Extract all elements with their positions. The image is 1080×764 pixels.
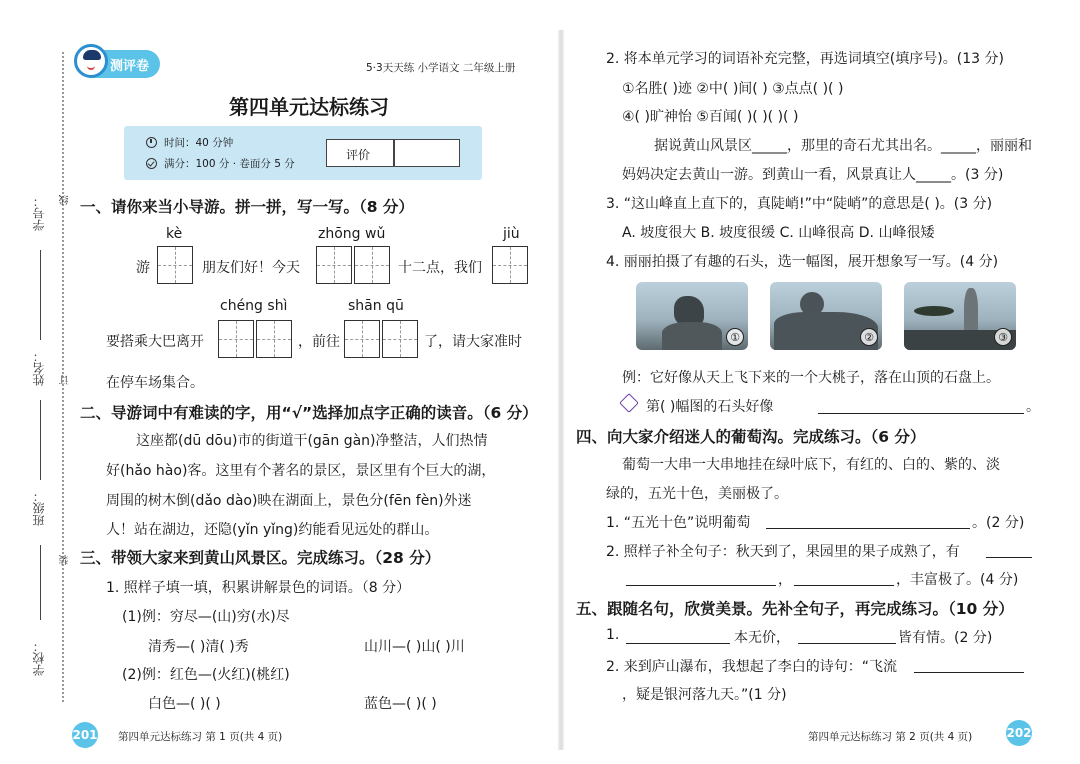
mark-xian: 线 bbox=[60, 195, 71, 205]
photo-mark-2: ② bbox=[860, 328, 878, 346]
s5-q1-answer-line-2[interactable] bbox=[798, 642, 896, 644]
write-box-wu[interactable] bbox=[354, 246, 390, 284]
section-5-heading: 五、跟随名句，欣赏美景。先补全句子，再完成练习。（10 分） bbox=[576, 600, 1014, 618]
line2-mid: ，前往 bbox=[298, 334, 340, 350]
s3-fill-shanchuan: 山川—( )山( )川 bbox=[364, 639, 465, 655]
line2-end: 了，请大家准时 bbox=[424, 334, 522, 350]
line2-start: 要搭乘大巴离开 bbox=[106, 334, 204, 350]
q4-period: 。 bbox=[1026, 399, 1040, 415]
check-icon bbox=[146, 158, 157, 169]
s5-q1-mid: 本无价， bbox=[734, 630, 790, 646]
series-label: 5·3天天练 小学语文 二年级上册 bbox=[366, 62, 516, 74]
s3-fill-baise: 白色—( )( ) bbox=[148, 696, 221, 712]
left-footer-text: 第四单元达标练习 第 1 页(共 4 页) bbox=[118, 731, 283, 743]
mark-ding: 订 bbox=[60, 375, 71, 385]
full-score: 满分：100 分 · 卷面分 5 分 bbox=[164, 158, 295, 170]
q3-heading: 3. “这山峰直上直下的，真陡峭!”中“陡峭”的意思是( )。(3 分) bbox=[606, 196, 993, 212]
line-xingming bbox=[40, 400, 42, 480]
logo-text: 测评卷 bbox=[110, 59, 150, 74]
s5-q2-answer-line[interactable] bbox=[914, 671, 1024, 673]
section-3-heading: 三、带领大家来到黄山风景区。完成练习。（28 分） bbox=[80, 549, 441, 567]
section-1-heading: 一、请你来当小导游。拼一拼，写一写。（8 分） bbox=[80, 198, 414, 216]
s3-q1: 1. 照样子填一填，积累讲解景色的词语。（8 分） bbox=[106, 580, 411, 596]
line3: 在停车场集合。 bbox=[106, 375, 204, 391]
line1-mid: 朋友们好！今天 bbox=[202, 260, 300, 276]
pinyin-ke: kè bbox=[166, 226, 183, 242]
line-banji bbox=[40, 545, 42, 620]
label-xingming: 姓名： bbox=[32, 350, 46, 386]
write-box-zhong[interactable] bbox=[316, 246, 352, 284]
photo-mark-1: ① bbox=[726, 328, 744, 346]
s3-example-1: (1)例：穷尽—(山)穷(水)尽 bbox=[122, 609, 290, 625]
line1-you: 游 bbox=[136, 260, 150, 276]
page-number-201: 201 bbox=[72, 722, 98, 748]
q3-options: A. 坡度很大 B. 坡度很缓 C. 山峰很高 D. 山峰很矮 bbox=[622, 225, 935, 241]
label-xuehao: 学号： bbox=[32, 195, 46, 231]
s4-q1-answer-line[interactable] bbox=[766, 527, 970, 529]
page-number-202: 202 bbox=[1006, 720, 1032, 746]
s3-fill-lanse: 蓝色—( )( ) bbox=[364, 696, 437, 712]
mascot-icon bbox=[74, 44, 108, 78]
s4-q2-comma: ， bbox=[778, 572, 792, 588]
section-2-heading: 二、导游词中有难读的字，用“√”选择加点字正确的读音。（6 分） bbox=[80, 404, 538, 422]
s4-q2-answer-line-3[interactable] bbox=[794, 584, 894, 586]
eval-label: 评价 bbox=[346, 148, 371, 162]
s5-q2: 2. 来到庐山瀑布，我想起了李白的诗句：“飞流 bbox=[606, 659, 898, 675]
photo-mark-3: ③ bbox=[994, 328, 1012, 346]
line1-end: 十二点，我们 bbox=[398, 260, 482, 276]
label-banji: 班级： bbox=[32, 490, 46, 526]
s2-para-2: 好(hǎo hào)客。这里有个著名的景区，景区里有个巨大的湖， bbox=[106, 463, 496, 479]
rock-photo-3[interactable] bbox=[904, 282, 1016, 350]
time-limit: 时间：40 分钟 bbox=[164, 137, 234, 149]
q2-para-1: 据说黄山风景区_____，那里的奇石尤其出名。_____，丽丽和 bbox=[654, 138, 1032, 154]
rock-photo-1[interactable] bbox=[636, 282, 748, 350]
q4-write-prompt: 第( )幅图的石头好像 bbox=[646, 399, 774, 415]
s4-q1-score: 。(2 分) bbox=[972, 515, 1025, 531]
write-box-jiu[interactable] bbox=[492, 246, 528, 284]
s5-q1-end: 皆有情。(2 分) bbox=[898, 630, 993, 646]
s4-para-1: 葡萄一大串一大串地挂在绿叶底下，有红的、白的、紫的、淡 bbox=[622, 457, 1000, 473]
s4-q1: 1. “五光十色”说明葡萄 bbox=[606, 515, 751, 531]
write-box-cheng[interactable] bbox=[218, 320, 254, 358]
pinyin-shanqu: shān qū bbox=[348, 298, 404, 314]
rock-photo-2[interactable] bbox=[770, 282, 882, 350]
q2-heading: 2. 将本单元学习的词语补充完整，再选词填空(填序号)。(13 分) bbox=[606, 51, 1004, 67]
q4-heading: 4. 丽丽拍摄了有趣的石头，选一幅图，展开想象写一写。(4 分) bbox=[606, 254, 999, 270]
s2-para-1: 这座都(dū dōu)市的街道干(gān gàn)净整洁，人们热情 bbox=[136, 433, 488, 449]
clock-icon bbox=[146, 137, 157, 148]
q2-para-2: 妈妈决定去黄山一游。到黄山一看，风景真让人_____。(3 分) bbox=[622, 167, 1004, 183]
s4-para-2: 绿的，五光十色，美丽极了。 bbox=[606, 486, 788, 502]
write-box-qu[interactable] bbox=[382, 320, 418, 358]
q4-answer-line[interactable] bbox=[818, 412, 1024, 414]
mark-zhuang: 装 bbox=[60, 555, 71, 565]
pinyin-zhongwu: zhōng wǔ bbox=[318, 226, 386, 242]
s4-q2-answer-line-1[interactable] bbox=[986, 556, 1032, 558]
s3-fill-qingxiu: 清秀—( )清( )秀 bbox=[148, 639, 249, 655]
s4-q2-end: ，丰富极了。(4 分) bbox=[896, 572, 1019, 588]
right-footer-text: 第四单元达标练习 第 2 页(共 4 页) bbox=[808, 731, 973, 743]
q4-example: 例：它好像从天上飞下来的一个大桃子，落在山顶的石盘上。 bbox=[622, 370, 1000, 386]
s5-q2-end: ，疑是银河落九天。”(1 分) bbox=[622, 687, 787, 703]
write-box-ke[interactable] bbox=[157, 246, 193, 284]
pinyin-jiu: jiù bbox=[503, 226, 520, 242]
s5-q1-number: 1. bbox=[606, 627, 620, 643]
q2-line-1: ①名胜( )迹 ②中( )间( ) ③点点( )( ) bbox=[622, 81, 844, 97]
line-xuehao bbox=[40, 250, 42, 340]
write-box-shi[interactable] bbox=[256, 320, 292, 358]
s2-para-3: 周围的树木倒(dǎo dào)映在湖面上，景色分(fēn fèn)外迷 bbox=[106, 493, 472, 509]
s2-para-4: 人！站在湖边，还隐(yǐn yǐng)约能看见远处的群山。 bbox=[106, 522, 439, 538]
pinyin-chengshi: chéng shì bbox=[220, 298, 288, 314]
s3-example-2: (2)例：红色—(火红)(桃红) bbox=[122, 667, 290, 683]
section-4-heading: 四、向大家介绍迷人的葡萄沟。完成练习。（6 分） bbox=[576, 428, 926, 446]
q2-line-2: ④( )旷神怡 ⑤百闻( )( )( )( ) bbox=[622, 109, 799, 125]
s4-q2: 2. 照样子补全句子：秋天到了，果园里的果子成熟了，有 bbox=[606, 544, 960, 560]
s4-q2-answer-line-2[interactable] bbox=[626, 584, 776, 586]
write-box-shan[interactable] bbox=[344, 320, 380, 358]
s5-q1-answer-line-1[interactable] bbox=[626, 642, 730, 644]
page-title: 第四单元达标练习 bbox=[229, 95, 389, 119]
label-xuexiao: 学校： bbox=[32, 640, 46, 676]
